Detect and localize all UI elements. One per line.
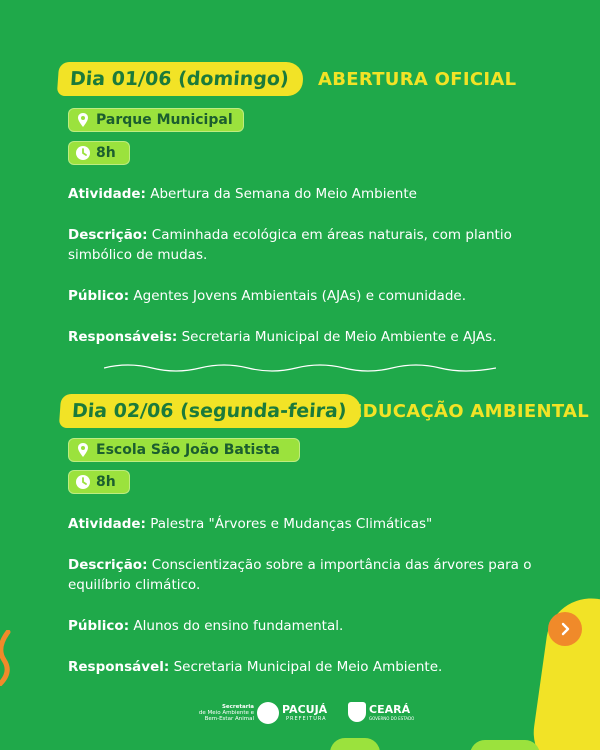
audience-text: Alunos do ensino fundamental.: [133, 618, 344, 634]
decorative-shape: [470, 740, 540, 750]
location-text: Escola São João Batista: [96, 442, 280, 458]
responsible-line: [68, 657, 538, 677]
responsible-label: Responsável:: [68, 659, 170, 675]
ceara-crest-icon: [348, 702, 366, 722]
event-details: [68, 184, 538, 368]
activity-label: Atividade:: [68, 186, 146, 202]
pacuja-subtitle: PREFEITURA: [286, 716, 327, 722]
event-card-2: [0, 394, 600, 675]
event-header: [0, 62, 600, 102]
decorative-squiggle: [0, 630, 24, 686]
description-label: Descrição:: [68, 557, 148, 573]
audience-text: Agentes Jovens Ambientais (AJAs) e comunidade.: [133, 288, 466, 304]
audience-label: Público:: [68, 288, 130, 304]
ceara-subtitle: GOVERNO DO ESTADO: [369, 716, 415, 721]
clock-icon: [75, 474, 91, 490]
secretaria-label: Secretaria: [221, 704, 254, 710]
responsible-line: [68, 327, 538, 347]
event-header: [0, 394, 600, 434]
description-text: Conscientização sobre a importância das árvores para o equilíbrio climático.: [68, 557, 532, 593]
wave-divider: [104, 360, 496, 376]
next-slide-button[interactable]: [548, 612, 582, 646]
event-details: [68, 514, 538, 698]
secretaria-name: de Meio Ambiente e Bem-Estar Animal: [198, 710, 254, 722]
event-title: EDUCAÇÃO AMBIENTAL: [350, 401, 590, 422]
map-pin-icon: [75, 442, 91, 458]
event-title: ABERTURA OFICIAL: [318, 69, 517, 90]
activity-label: Atividade:: [68, 516, 146, 532]
responsible-text: Secretaria Municipal de Meio Ambiente.: [173, 659, 443, 675]
responsible-text: Secretaria Municipal de Meio Ambiente e AJAs.: [181, 329, 497, 345]
audience-label: Público:: [68, 618, 130, 634]
description-line: [68, 225, 538, 265]
decorative-shape: [330, 738, 380, 750]
time-badge: [68, 470, 130, 494]
footer-logos: [0, 700, 600, 726]
chevron-right-icon: [558, 622, 572, 636]
location-badge: [68, 108, 244, 132]
pacuja-logo-icon: [257, 702, 279, 724]
audience-line: [68, 616, 538, 636]
activity-text: Palestra "Árvores e Mudanças Climáticas": [150, 516, 433, 532]
activity-text: Abertura da Semana do Meio Ambiente: [150, 186, 417, 202]
time-text: 8h: [96, 145, 116, 161]
description-line: [68, 555, 538, 595]
location-text: Parque Municipal: [96, 112, 233, 128]
responsible-label: Responsáveis:: [68, 329, 178, 345]
pacuja-name: PACUJÁ: [282, 703, 328, 716]
event-date: Dia 01/06 (domingo): [57, 62, 304, 96]
ceara-name: CEARÁ: [369, 703, 411, 716]
description-text: Caminhada ecológica em áreas naturais, com plantio simbólico de mudas.: [68, 227, 512, 263]
time-text: 8h: [96, 474, 116, 490]
event-date: Dia 02/06 (segunda-feira): [59, 394, 362, 428]
event-card-1: [0, 62, 600, 345]
activity-line: [68, 514, 538, 534]
time-badge: [68, 141, 130, 165]
location-badge: [68, 438, 300, 462]
map-pin-icon: [75, 112, 91, 128]
clock-icon: [75, 145, 91, 161]
description-label: Descrição:: [68, 227, 148, 243]
activity-line: [68, 184, 538, 204]
audience-line: [68, 286, 538, 306]
